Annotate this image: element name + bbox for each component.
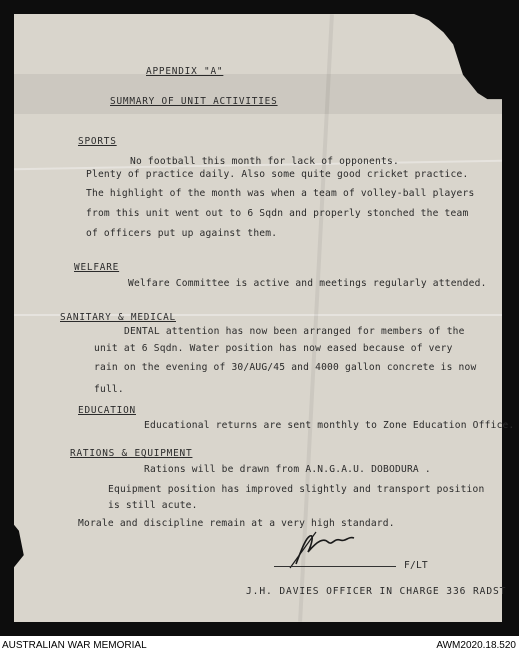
welfare-line: Welfare Committee is active and meetings regularly attended. <box>128 278 487 289</box>
medical-line: DENTAL attention has now been arranged for members of the <box>124 326 465 337</box>
rations-line: Equipment position has improved slightly and transport position <box>108 484 485 495</box>
sports-line: Plenty of practice daily. Also some quite good cricket practice. <box>86 169 469 180</box>
signature-line <box>274 566 396 567</box>
rations-line: Rations will be drawn from A.N.G.A.U. DOBODURA . <box>144 464 431 475</box>
rations-line: is still acute. <box>108 500 198 511</box>
officer-name: J.H. DAVIES OFFICER IN CHARGE 336 RADST <box>246 586 507 597</box>
rations-line: Morale and discipline remain at a very high standard. <box>78 518 395 529</box>
paper-stain <box>14 74 502 114</box>
sports-line: The highlight of the month was when a team of volley-ball players <box>86 188 475 199</box>
sports-line: No football this month for lack of opponents. <box>130 156 399 167</box>
medical-heading: SANITARY & MEDICAL <box>60 312 176 323</box>
footer-reference: AWM2020.18.520 <box>436 640 516 651</box>
signature-rank: F/LT <box>404 560 428 571</box>
sports-line: from this unit went out to 6 Sqdn and properly stonched the team <box>86 208 469 219</box>
sports-heading: SPORTS <box>78 136 117 147</box>
medical-line: rain on the evening of 30/AUG/45 and 4000 gallon concrete is now <box>94 362 477 373</box>
rations-heading: RATIONS & EQUIPMENT <box>70 448 193 459</box>
medical-line: full. <box>94 384 124 395</box>
document-subtitle: SUMMARY OF UNIT ACTIVITIES <box>110 96 278 107</box>
welfare-heading: WELFARE <box>74 262 120 273</box>
education-line: Educational returns are sent monthly to Zone Education Office. <box>144 420 515 431</box>
footer-institution: AUSTRALIAN WAR MEMORIAL <box>2 640 147 651</box>
sports-line: of officers put up against them. <box>86 228 278 239</box>
medical-line: unit at 6 Sqdn. Water position has now eased because of very <box>94 343 453 354</box>
document-title: APPENDIX "A" <box>146 66 224 77</box>
handwritten-signature <box>288 530 358 576</box>
education-heading: EDUCATION <box>78 405 136 416</box>
